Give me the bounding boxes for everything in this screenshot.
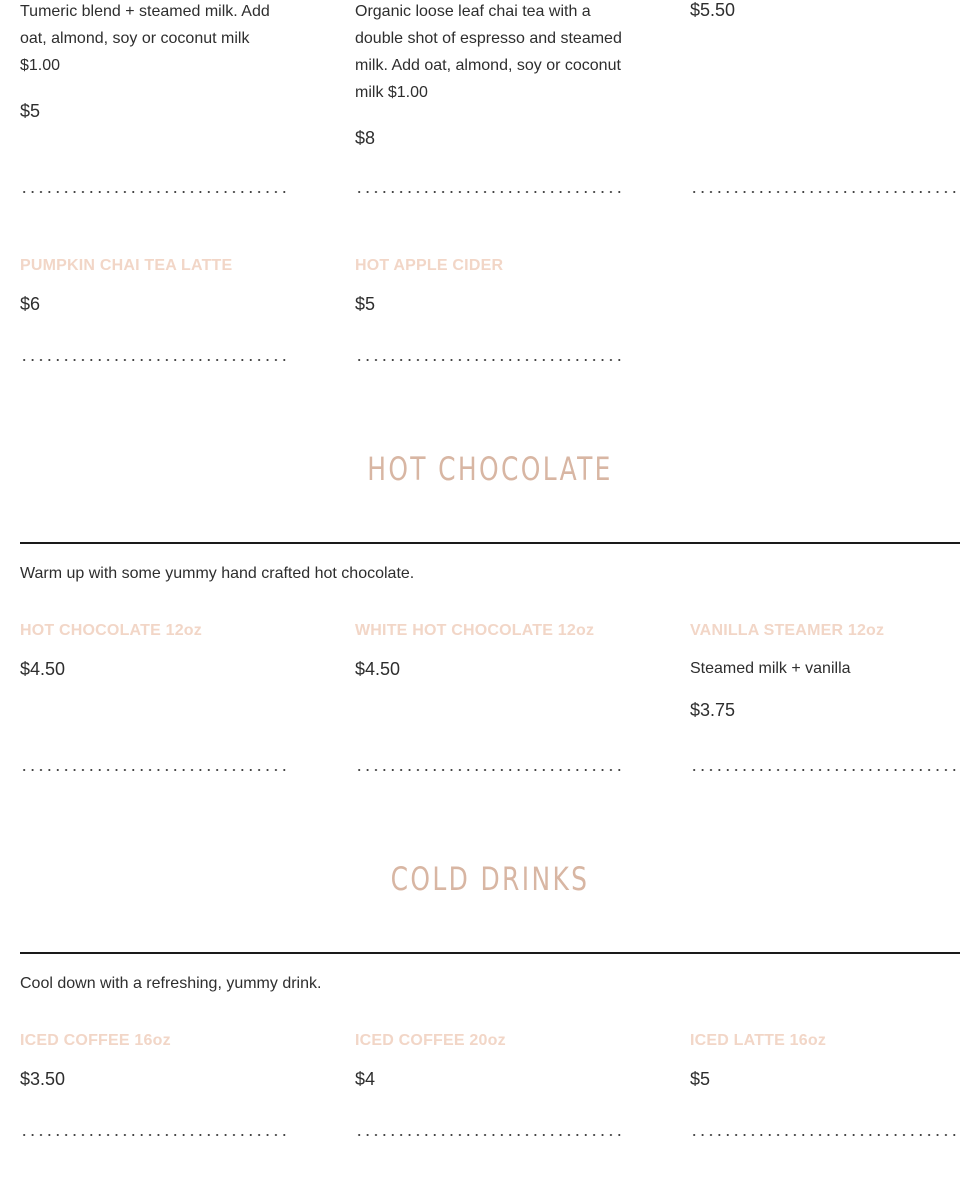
dotted-divider (690, 768, 960, 772)
section-divider (20, 952, 960, 954)
item-price: $4 (355, 1069, 376, 1089)
dotted-divider (355, 768, 625, 772)
item-price: $5 (690, 1069, 711, 1089)
item-price: $4.50 (355, 659, 401, 679)
dotted-divider (20, 190, 290, 194)
section-title-cold-drinks: COLD DRINKS (390, 860, 590, 898)
dotted-divider (20, 1133, 290, 1137)
menu-item (355, 1031, 625, 1091)
item-name: ICED COFFEE 20oz (355, 1032, 506, 1049)
menu-item (20, 0, 290, 123)
item-description: Steamed milk + vanilla (690, 660, 851, 677)
dotted-divider (690, 190, 960, 194)
item-name: PUMPKIN CHAI TEA LATTE (20, 257, 233, 274)
menu-item (20, 256, 290, 316)
menu-item (355, 0, 625, 150)
dotted-divider (20, 358, 290, 362)
item-price: $5 (20, 101, 41, 121)
item-price: $3.75 (690, 700, 736, 720)
section-intro: Warm up with some yummy hand crafted hot chocolate. (20, 565, 415, 582)
section-divider (20, 542, 960, 544)
menu-item (690, 0, 960, 22)
menu-item (20, 1031, 290, 1091)
menu-item (690, 1031, 960, 1091)
dotted-divider (355, 190, 625, 194)
item-name: VANILLA STEAMER 12oz (690, 622, 885, 639)
item-price: $6 (20, 294, 41, 314)
section-intro: Cool down with a refreshing, yummy drink. (20, 975, 322, 992)
item-name: HOT CHOCOLATE 12oz (20, 622, 202, 639)
item-price: $5.50 (690, 0, 736, 20)
dotted-divider (690, 1133, 960, 1137)
item-name: WHITE HOT CHOCOLATE 12oz (355, 622, 595, 639)
item-price: $5 (355, 294, 376, 314)
item-price: $3.50 (20, 1069, 66, 1089)
menu-item (690, 621, 960, 722)
dotted-divider (355, 358, 625, 362)
menu-item (355, 621, 625, 681)
item-description: Tumeric blend + steamed milk. Add oat, almond, soy or coconut milk $1.00 (20, 3, 270, 74)
item-price: $8 (355, 128, 376, 148)
item-name: HOT APPLE CIDER (355, 257, 504, 274)
menu-item (20, 621, 290, 681)
dotted-divider (355, 1133, 625, 1137)
section-title-hot-chocolate: HOT CHOCOLATE (367, 450, 613, 488)
menu-item (355, 256, 625, 316)
item-name: ICED COFFEE 16oz (20, 1032, 171, 1049)
item-description: Organic loose leaf chai tea with a double shot of espresso and steamed milk. Add oat, almond, soy or coconut milk $1.00 (355, 3, 622, 101)
dotted-divider (20, 768, 290, 772)
item-price: $4.50 (20, 659, 66, 679)
item-name: ICED LATTE 16oz (690, 1032, 827, 1049)
